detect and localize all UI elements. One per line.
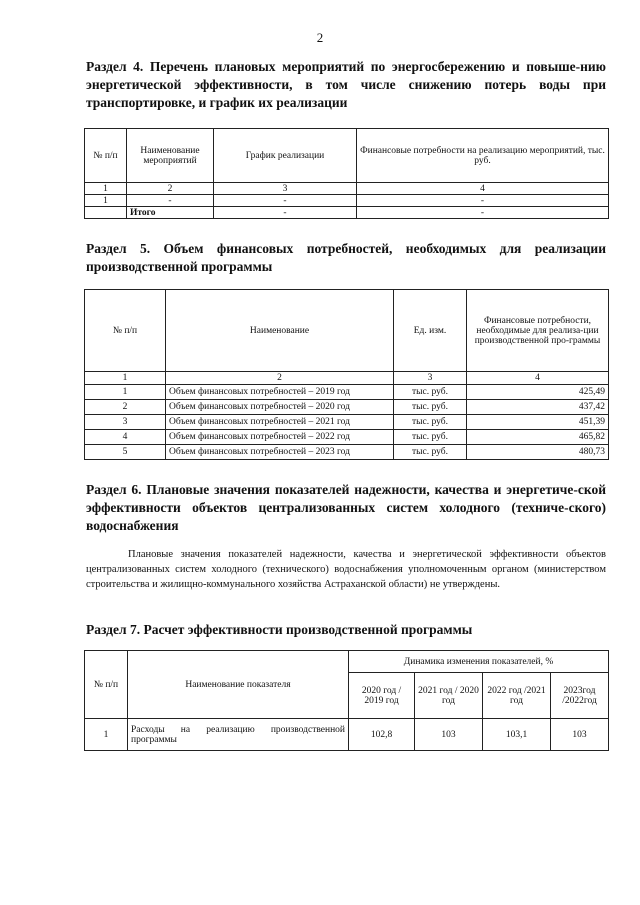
total-label: Итого [127, 207, 214, 219]
table-cell: тыс. руб. [394, 415, 467, 430]
table-cell: 2 [85, 400, 166, 415]
table-row [85, 430, 609, 445]
table-cell: 3 [394, 372, 467, 385]
table-cell: 2 [166, 372, 394, 385]
table-cell: тыс. руб. [394, 445, 467, 460]
table-cell: 5 [85, 445, 166, 460]
table-row [85, 445, 609, 460]
table-cell: 103,1 [483, 719, 551, 751]
header-cell: График реализации [214, 129, 357, 183]
header-cell: № п/п [85, 129, 127, 183]
table-row [85, 400, 609, 415]
table-cell: тыс. руб. [394, 430, 467, 445]
header-cell: № п/п [85, 290, 166, 372]
table-cell: 1 [85, 372, 166, 385]
table-cell: 437,42 [467, 400, 609, 415]
table-cell: Объем финансовых потребностей – 2023 год [166, 445, 394, 460]
table-cell: 4 [85, 430, 166, 445]
table-number-row [85, 183, 609, 195]
table-cell: 3 [214, 183, 357, 195]
table-row [85, 195, 609, 207]
table-header-row [85, 129, 609, 183]
table-number-row [85, 372, 609, 385]
header-cell: № п/п [85, 651, 128, 719]
table-cell: - [357, 195, 609, 207]
table-cell: Объем финансовых потребностей – 2021 год [166, 415, 394, 430]
page-number: 2 [316, 30, 324, 45]
table-cell: Расходы на реализацию производственной программы [128, 719, 349, 751]
table-cell: 465,82 [467, 430, 609, 445]
table-total-row [85, 207, 609, 219]
table-cell: 1 [85, 719, 128, 751]
section4-heading: Раздел 4. Перечень плановых мероприятий по энергосбережению и повыше-нию энергетической эффективности, в том числе снижению потерь воды при транспортировке, и график их реализации [86, 59, 606, 110]
header-cell: 2020 год / 2019 год [349, 673, 415, 719]
table-cell: 1 [85, 195, 127, 207]
table-cell: - [127, 195, 214, 207]
section6-heading: Раздел 6. Плановые значения показателей надежности, качества и энергетиче-ской эффективности объектов централизованных систем холодного (техниче-ского) водоснабжения [86, 482, 606, 533]
table-cell: 1 [85, 183, 127, 195]
header-cell: 2023год /2022год [551, 673, 609, 719]
table-row [85, 415, 609, 430]
table-row [85, 719, 609, 751]
header-cell: 2021 год / 2020 год [415, 673, 483, 719]
table-cell: Объем финансовых потребностей – 2022 год [166, 430, 394, 445]
table-header-row [85, 651, 609, 673]
table-cell: тыс. руб. [394, 400, 467, 415]
header-cell: Финансовые потребности, необходимые для реализа-ции производственной про-граммы [467, 290, 609, 372]
header-cell: 2022 год /2021 год [483, 673, 551, 719]
table-header-row [85, 290, 609, 372]
table-cell: 2 [127, 183, 214, 195]
table-cell: 102,8 [349, 719, 415, 751]
table-cell: 480,73 [467, 445, 609, 460]
table-cell: - [214, 207, 357, 219]
header-cell: Ед. изм. [394, 290, 467, 372]
table-cell: 4 [357, 183, 609, 195]
table-cell: Объем финансовых потребностей – 2019 год [166, 385, 394, 400]
table-cell: 103 [415, 719, 483, 751]
table-cell: 425,49 [467, 385, 609, 400]
section4-table [84, 128, 609, 219]
table-cell: 451,39 [467, 415, 609, 430]
section7-heading: Раздел 7. Расчет эффективности производственной программы [86, 622, 473, 637]
table-cell: 103 [551, 719, 609, 751]
table-cell [85, 207, 127, 219]
section5-heading: Раздел 5. Объем финансовых потребностей, необходимых для реализации производственной программы [86, 241, 606, 274]
table-cell: Объем финансовых потребностей – 2020 год [166, 400, 394, 415]
section5-table [84, 289, 609, 460]
table-cell: 1 [85, 385, 166, 400]
table-cell: - [214, 195, 357, 207]
table-cell: тыс. руб. [394, 385, 467, 400]
section6-text: Плановые значения показателей надежности, качества и энергетической эффективности объектов централизованных систем холодного (технического) водоснабжения уполномоченным органом (министерством строительства и жилищно-коммунального хозяйства Астраханской области) не утверждены. [86, 549, 606, 590]
header-cell: Наименование мероприятий [127, 129, 214, 183]
header-group-cell: Динамика изменения показателей, % [349, 651, 609, 673]
table-row [85, 385, 609, 400]
table-cell: 4 [467, 372, 609, 385]
section6-paragraph [86, 547, 606, 592]
header-cell: Наименование показателя [128, 651, 349, 719]
table-cell: 3 [85, 415, 166, 430]
table-cell: - [357, 207, 609, 219]
section7-table [84, 650, 609, 751]
header-cell: Финансовые потребности на реализацию мероприятий, тыс. руб. [357, 129, 609, 183]
header-cell: Наименование [166, 290, 394, 372]
